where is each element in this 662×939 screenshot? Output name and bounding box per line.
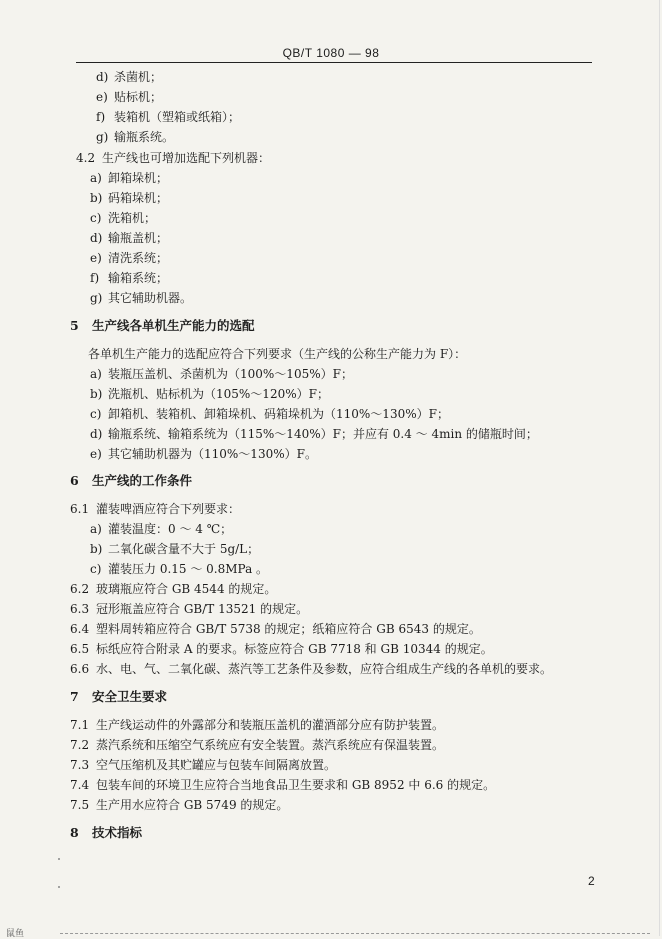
line-label: 6.5 — [70, 642, 90, 656]
list-item — [90, 171, 168, 185]
line-text: 标纸应符合附录 A 的要求。标签应符合 GB 7718 和 GB 10344 的规定。 — [96, 642, 493, 656]
scan-speck — [58, 858, 60, 860]
clause-line — [76, 151, 270, 165]
line-text: 清洗系统； — [108, 251, 169, 265]
line-text: 生产线也可增加选配下列机器： — [102, 151, 271, 165]
clause-line — [70, 778, 495, 792]
list-item — [90, 542, 259, 556]
line-label: e) — [90, 251, 102, 265]
line-text: 蒸汽系统和压缩空气系统应有安全装置。蒸汽系统应有保温装置。 — [96, 738, 445, 752]
scan-mark: 鼠鱼 — [6, 928, 25, 938]
list-item — [90, 407, 449, 421]
line-text: 灌装温度：0 ～ 4 ℃； — [108, 522, 233, 536]
section-heading — [70, 474, 192, 488]
line-label: 8 — [70, 825, 79, 840]
standard-code-header: QB/T 1080 — 98 — [282, 46, 380, 60]
list-item — [90, 291, 192, 305]
list-item — [90, 231, 168, 245]
line-text: 卸箱机、装箱机、卸箱垛机、码箱垛机为（110%～130%）F； — [108, 407, 449, 421]
line-text: 水、电、气、二氧化碳、蒸汽等工艺条件及参数，应符合组成生产线的各单机的要求。 — [96, 662, 553, 676]
line-text: 灌装啤酒应符合下列要求： — [96, 502, 241, 516]
line-label: b) — [90, 542, 103, 556]
line-text: 杀菌机； — [114, 70, 163, 84]
line-text: 码箱垛机； — [108, 191, 169, 205]
scan-speck — [58, 886, 60, 888]
list-item — [90, 447, 317, 461]
line-label: c) — [90, 407, 102, 421]
section-heading — [70, 826, 142, 840]
line-text: 各单机生产能力的选配应符合下列要求（生产线的公称生产能力为 F）： — [88, 347, 467, 361]
line-text: 玻璃瓶应符合 GB 4544 的规定。 — [96, 582, 277, 596]
list-item — [96, 130, 174, 144]
list-item — [96, 70, 162, 84]
line-text: 洗瓶机、贴标机为（105%～120%）F； — [108, 387, 329, 401]
list-item — [90, 271, 168, 285]
line-text: 技术指标 — [92, 825, 143, 840]
line-text: 贴标机； — [114, 90, 163, 104]
line-label: e) — [96, 90, 108, 104]
line-label: 7.1 — [70, 718, 90, 732]
list-item — [96, 110, 240, 124]
clause-line — [70, 622, 481, 636]
line-text: 灌装压力 0.15 ～ 0.8MPa 。 — [108, 562, 269, 576]
line-label: 5 — [70, 318, 79, 333]
line-text: 生产用水应符合 GB 5749 的规定。 — [96, 798, 289, 812]
list-item — [90, 211, 156, 225]
line-label: 7.4 — [70, 778, 90, 792]
section-heading — [70, 319, 255, 333]
line-text: 生产线的工作条件 — [92, 473, 193, 488]
list-item — [90, 387, 329, 401]
line-label: 4.2 — [76, 151, 96, 165]
header-rule — [76, 62, 592, 63]
list-item — [90, 367, 353, 381]
line-label: c) — [90, 211, 102, 225]
line-text: 空气压缩机及其贮罐应与包装车间隔离放置。 — [96, 758, 337, 772]
line-label: b) — [90, 387, 103, 401]
line-text: 其它辅助机器。 — [108, 291, 193, 305]
section-heading — [70, 690, 167, 704]
line-text: 其它辅助机器为（110%～130%）F。 — [108, 447, 317, 461]
line-label: 6.6 — [70, 662, 90, 676]
line-label: d) — [90, 231, 103, 245]
line-label: a) — [90, 522, 102, 536]
line-text: 冠形瓶盖应符合 GB/T 13521 的规定。 — [96, 602, 309, 616]
paragraph — [88, 347, 466, 361]
line-label: a) — [90, 367, 102, 381]
line-text: 卸箱垛机； — [108, 171, 169, 185]
line-label: 7.2 — [70, 738, 90, 752]
line-text: 输瓶盖机； — [108, 231, 169, 245]
line-label: b) — [90, 191, 103, 205]
line-text: 塑料周转箱应符合 GB/T 5738 的规定；纸箱应符合 GB 6543 的规定。 — [96, 622, 481, 636]
list-item — [90, 251, 168, 265]
line-text: 装箱机（塑箱或纸箱）； — [114, 110, 241, 124]
line-text: 洗箱机； — [108, 211, 157, 225]
line-text: 装瓶压盖机、杀菌机为（100%～105%）F； — [108, 367, 353, 381]
line-label: e) — [90, 447, 102, 461]
line-label: g) — [96, 130, 109, 144]
list-item — [90, 427, 538, 441]
scan-bottom-strip — [60, 933, 650, 934]
line-label: 7.3 — [70, 758, 90, 772]
line-text: 生产线运动件的外露部分和装瓶压盖机的灌酒部分应有防护装置。 — [96, 718, 445, 732]
clause-line — [70, 758, 336, 772]
line-text: 输瓶系统。 — [114, 130, 175, 144]
line-text: 安全卫生要求 — [92, 689, 168, 704]
line-label: 7.5 — [70, 798, 90, 812]
page-number: 2 — [588, 874, 595, 888]
line-label: c) — [90, 562, 102, 576]
line-label: g) — [90, 291, 103, 305]
line-label: 6.3 — [70, 602, 90, 616]
line-label: 7 — [70, 689, 79, 704]
clause-line — [70, 642, 493, 656]
line-text: 生产线各单机生产能力的选配 — [92, 318, 255, 333]
clause-line — [70, 662, 552, 676]
line-label: 6.2 — [70, 582, 90, 596]
clause-line — [70, 798, 288, 812]
list-item — [90, 522, 232, 536]
line-label: a) — [90, 171, 102, 185]
line-label: d) — [90, 427, 103, 441]
clause-line — [70, 602, 308, 616]
line-label: f) — [96, 110, 106, 124]
line-label: d) — [96, 70, 109, 84]
list-item — [96, 90, 162, 104]
list-item — [90, 562, 268, 576]
list-item — [90, 191, 168, 205]
line-text: 包装车间的环境卫生应符合当地食品卫生要求和 GB 8952 中 6.6 的规定。 — [96, 778, 496, 792]
line-label: 6.4 — [70, 622, 90, 636]
clause-line — [70, 738, 444, 752]
line-text: 输箱系统； — [108, 271, 169, 285]
line-text: 输瓶系统、输箱系统为（115%～140%）F；并应有 0.4 ～ 4min 的储瓶时间； — [108, 427, 538, 441]
line-label: 6 — [70, 473, 79, 488]
clause-line — [70, 582, 276, 596]
line-label: 6.1 — [70, 502, 90, 516]
line-text: 二氧化碳含量不大于 5g/L； — [108, 542, 260, 556]
scan-edge-line — [659, 0, 660, 936]
line-label: f) — [90, 271, 100, 285]
clause-line — [70, 502, 240, 516]
clause-line — [70, 718, 444, 732]
